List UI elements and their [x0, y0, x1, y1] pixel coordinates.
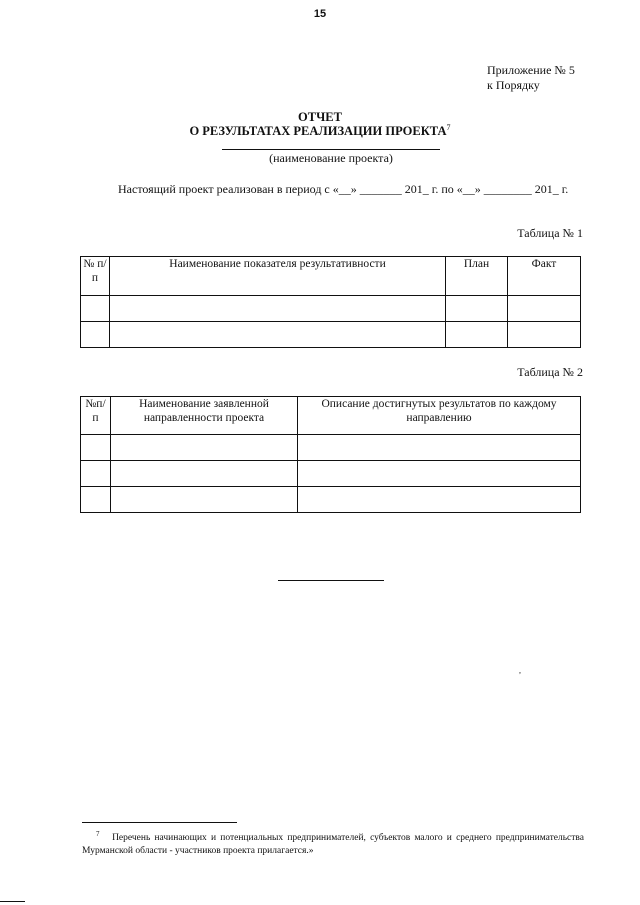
title-footnote-mark: 7 [446, 123, 451, 132]
table2-header-row [81, 397, 581, 435]
project-directions-table [80, 396, 581, 513]
table-cell [111, 461, 298, 487]
table2-header-number: №п/п [81, 397, 111, 435]
table-cell [508, 322, 581, 348]
page-number: 15 [313, 8, 327, 20]
stray-mark: , [519, 666, 521, 675]
table-cell [81, 435, 111, 461]
table-row [81, 461, 581, 487]
table-cell [81, 296, 110, 322]
table1-header-indicator: Наименование показателя результативности [110, 257, 446, 296]
table-cell [298, 487, 581, 513]
page-corner-line [0, 901, 25, 902]
table-row [81, 487, 581, 513]
table-cell [81, 461, 111, 487]
table1-label: Таблица № 1 [517, 226, 583, 240]
table-cell [446, 322, 508, 348]
table1-header-number: № п/п [81, 257, 110, 296]
results-indicators-table [80, 256, 581, 348]
report-title: ОТЧЕТ [298, 110, 342, 124]
table1-header-row [81, 257, 581, 296]
table-cell [508, 296, 581, 322]
table-row [81, 322, 581, 348]
report-subtitle-text: О РЕЗУЛЬТАТАХ РЕАЛИЗАЦИИ ПРОЕКТА [189, 124, 447, 139]
report-subtitle [0, 123, 640, 139]
table2-label: Таблица № 2 [517, 365, 583, 379]
table2-header-results: Описание достигнутых результатов по каждому направлению [298, 397, 581, 435]
project-name-blank-line [222, 149, 440, 150]
appendix-line-2: к Порядку [487, 78, 540, 92]
project-name-caption: (наименование проекта) [269, 151, 393, 165]
table2-header-direction: Наименование заявленной направленности проекта [111, 397, 298, 435]
section-separator-line [278, 580, 384, 581]
table-cell [111, 487, 298, 513]
appendix-reference [487, 63, 575, 93]
table-row [81, 435, 581, 461]
table1-header-plan: План [446, 257, 508, 296]
table-cell [298, 461, 581, 487]
table-cell [446, 296, 508, 322]
appendix-line-1: Приложение № 5 [487, 63, 575, 77]
table-row [81, 296, 581, 322]
table1-header-fact: Факт [508, 257, 581, 296]
table-cell [110, 322, 446, 348]
table-cell [81, 487, 111, 513]
footnote-text: Перечень начинающих и потенциальных предпринимателей, субъектов малого и среднего предпринимательства Мурманской области - участников проекта прилагается.» [82, 833, 584, 857]
table-cell [111, 435, 298, 461]
table-cell [298, 435, 581, 461]
table-cell [110, 296, 446, 322]
footnote-separator-line [82, 822, 237, 823]
period-statement: Настоящий проект реализован в период с «__» _______ 201_ г. по «__» ________ 201_ г. [118, 182, 569, 196]
table-cell [81, 322, 110, 348]
footnote [82, 828, 584, 858]
footnote-mark: 7 [96, 830, 100, 838]
